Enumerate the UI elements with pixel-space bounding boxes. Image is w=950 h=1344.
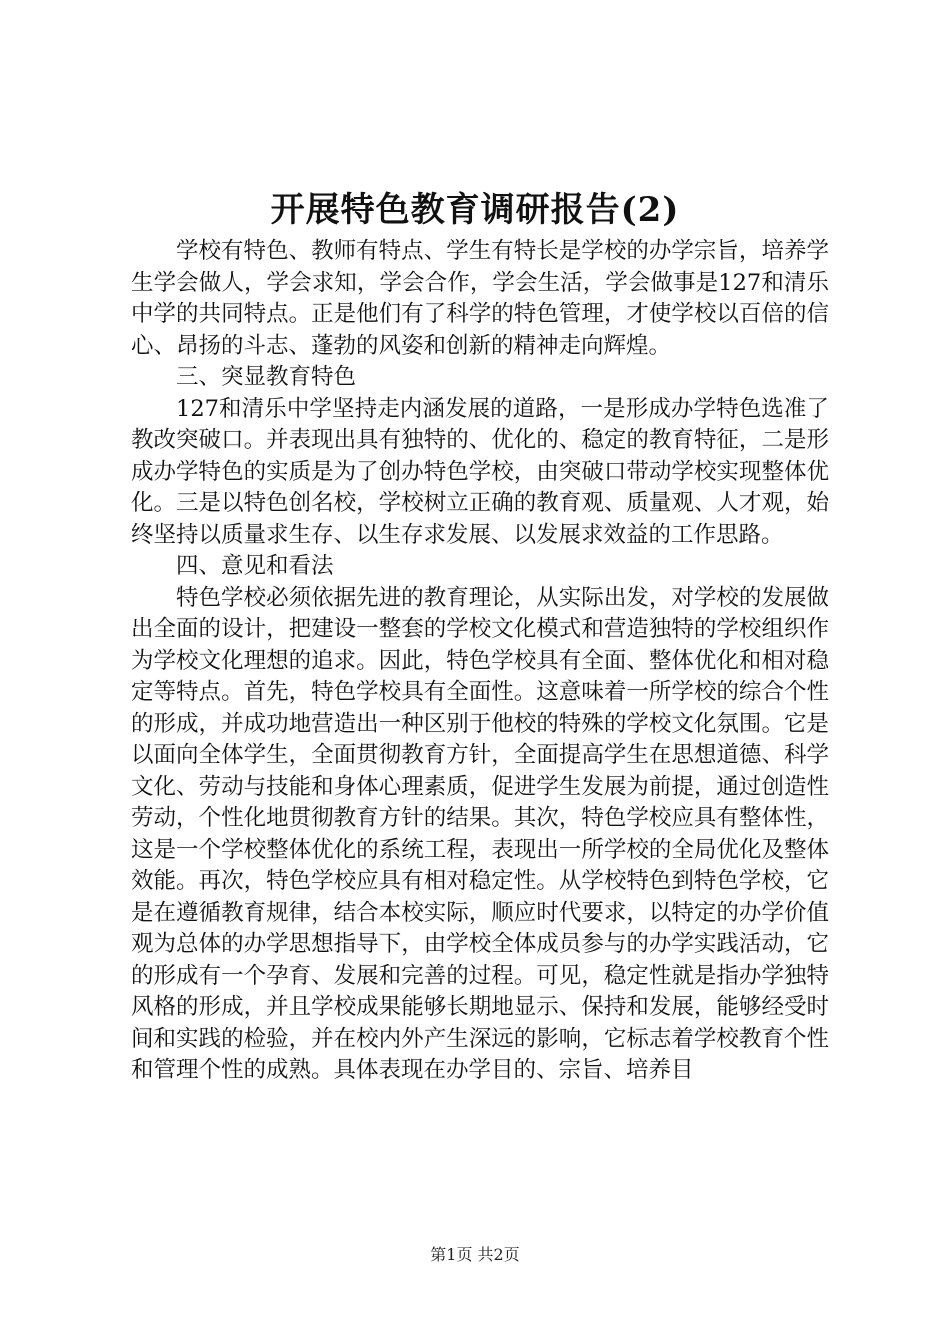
section-heading: 三、突显教育特色 xyxy=(176,364,357,390)
body-paragraph: 特色学校必须依据先进的教育理论，从实际出发，对学校的发展做出全面的设计，把建设一整套的学校文化模式和营造独特的学校组织作为学校文化理想的追求。因此，特色学校具有全面、整体优化和相对稳定等特点。首先，特色学校具有全面性。这意味着一所学校的综合个性的形成，并成功地营造出一种区别于他校的特殊的学校文化氛围。它是以面向全体学生，全面贯彻教育方针，全面提高学生在思想道德、科学文化、劳动与技能和身体心理素质，促进学生发展为前提，通过创造性劳动，个性化地贯彻教育方针的结果。其次，特色学校应具有整体性，这是一个学校整体优化的系统工程，表现出一所学校的全局优化及整体效能。再次，特色学校应具有相对稳定性。从学校特色到特色学校，它是在遵循教育规律，结合本校实际，顺应时代要求，以特定的办学价值观为总体的办学思想指导下，由学校全体成员参与的办学实践活动，它的形成有一个孕育、发展和完善的过程。可见，稳定性就是指办学独特风格的形成，并且学校成果能够长期地显示、保持和发展，能够经受时间和实践的检验，并在校内外产生深远的影响，它标志着学校教育个性和管理个性的成熟。具体表现在办学目的、宗旨、培养目 xyxy=(131,584,829,1083)
page-footer: 第1页 共2页 xyxy=(430,1245,520,1264)
body-paragraph: 127和清乐中学坚持走内涵发展的道路，一是形成办学特色选准了教改突破口。并表现出具有独特的、优化的、稳定的教育特征，二是形成办学特色的实质是为了创办特色学校，由突破口带动学校实现整体优化。三是以特色创名校，学校树立正确的教育观、质量观、人才观，始终坚持以质量求生存、以生存求发展、以发展求效益的工作思路。 xyxy=(131,395,829,548)
document-body xyxy=(131,236,829,1087)
document-title: 开展特色教育调研报告(2) xyxy=(270,190,680,230)
body-paragraph: 学校有特色、教师有特点、学生有特长是学校的办学宗旨，培养学生学会做人，学会求知，学会合作，学会生活，学会做事是127和清乐中学的共同特点。正是他们有了科学的特色管理，才使学校以百倍的信心、昂扬的斗志、蓬勃的风姿和创新的精神走向辉煌。 xyxy=(131,238,829,359)
section-heading: 四、意见和看法 xyxy=(176,553,334,579)
